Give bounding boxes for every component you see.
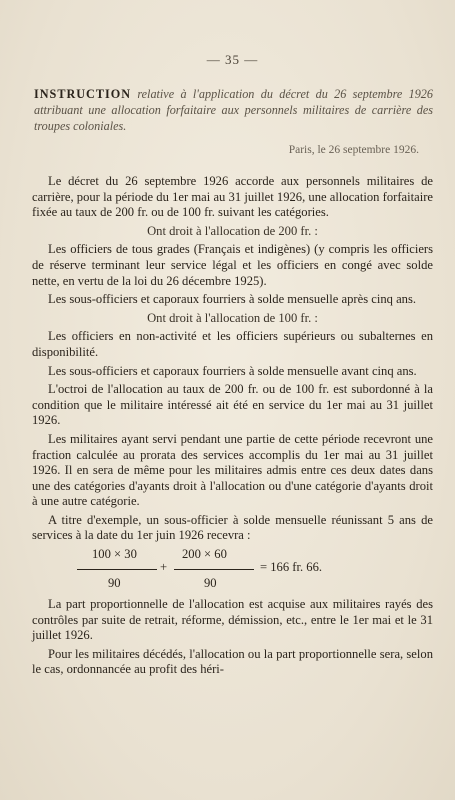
paragraph-deceased: Pour les militaires décédés, l'allocation ou la part proportionnelle sera, selon le cas, ordonnancée au profit des héri- [32,646,433,677]
formula [32,547,433,593]
instruction-text: relative à l'application du décret du 26 septembre 1926 attribuant une allocation forfaitaire aux personnels militaires de carrière des troupes coloniales. [34,87,433,133]
paragraph-decree: Le décret du 26 septembre 1926 accorde aux personnels militaires de carrière, pour la période du 1er mai au 31 juillet 1926, une allocation forfaitaire fixée au taux de 200 fr. ou de 100 fr. suivant les catégories. [32,174,433,220]
dateline: Paris, le 26 septembre 1926. [288,144,419,156]
fraction-bar-1 [77,569,157,570]
paragraph-non-activity: Les officiers en non-activité et les officiers supérieurs ou subalternes en disponibilité. [32,329,433,359]
heading-200fr: Ont droit à l'allocation de 200 fr. : [147,223,318,238]
paragraph-officers: Les officiers de tous grades (Français et indigènes) (y compris les officiers de réserve terminant leur service légal et les officiers en congé avec solde nette, en vertu de la loi du 26 décembre 1925). [32,242,433,288]
formula-denominator-2: 90 [204,576,217,591]
instruction-title [32,86,433,134]
formula-denominator-1: 90 [108,576,121,591]
paragraph-proportional: La part proportionnelle de l'allocation est acquise aux militaires rayés des contrôles par suite de retrait, réforme, démission, etc., entre le 1er mai et le 31 juillet 1926. [32,597,433,643]
fraction-bar-2 [174,569,254,570]
paragraph-ncos-after-five: Les sous-officiers et caporaux fourriers à solde mensuelle après cinq ans. [48,292,417,307]
formula-numerator-2: 200 × 60 [182,547,227,562]
paragraph-condition: L'octroi de l'allocation au taux de 200 fr. ou de 100 fr. est subordonné à la condition que le militaire intéressé ait été en service du 1er mai au 31 juillet 1926. [32,382,433,428]
instruction-lead: INSTRUCTION [34,87,132,101]
formula-numerator-1: 100 × 30 [92,547,137,562]
paragraph-example: A titre d'exemple, un sous-officier à solde mensuelle réunissant 5 ans de services à la date du 1er juin 1926 recevra : [32,512,433,543]
paragraph-ncos-before-five: Les sous-officiers et caporaux fourriers à solde mensuelle avant cinq ans. [48,363,417,378]
formula-plus: + [160,560,168,575]
formula-result: = 166 fr. 66. [260,560,323,575]
heading-100fr: Ont droit à l'allocation de 100 fr. : [147,310,318,325]
paragraph-prorata: Les militaires ayant servi pendant une partie de cette période recevront une fraction calculée au prorata des services accomplis du 1er mai au 31 juillet 1926. Il en sera de même pour les militaires admis entre ces deux dates dans une des catégories d'ayants droit à l'allocation ou d'une catégorie d'ayants droit à une autre catégorie. [32,431,433,509]
page-number: — 35 — [206,52,259,67]
